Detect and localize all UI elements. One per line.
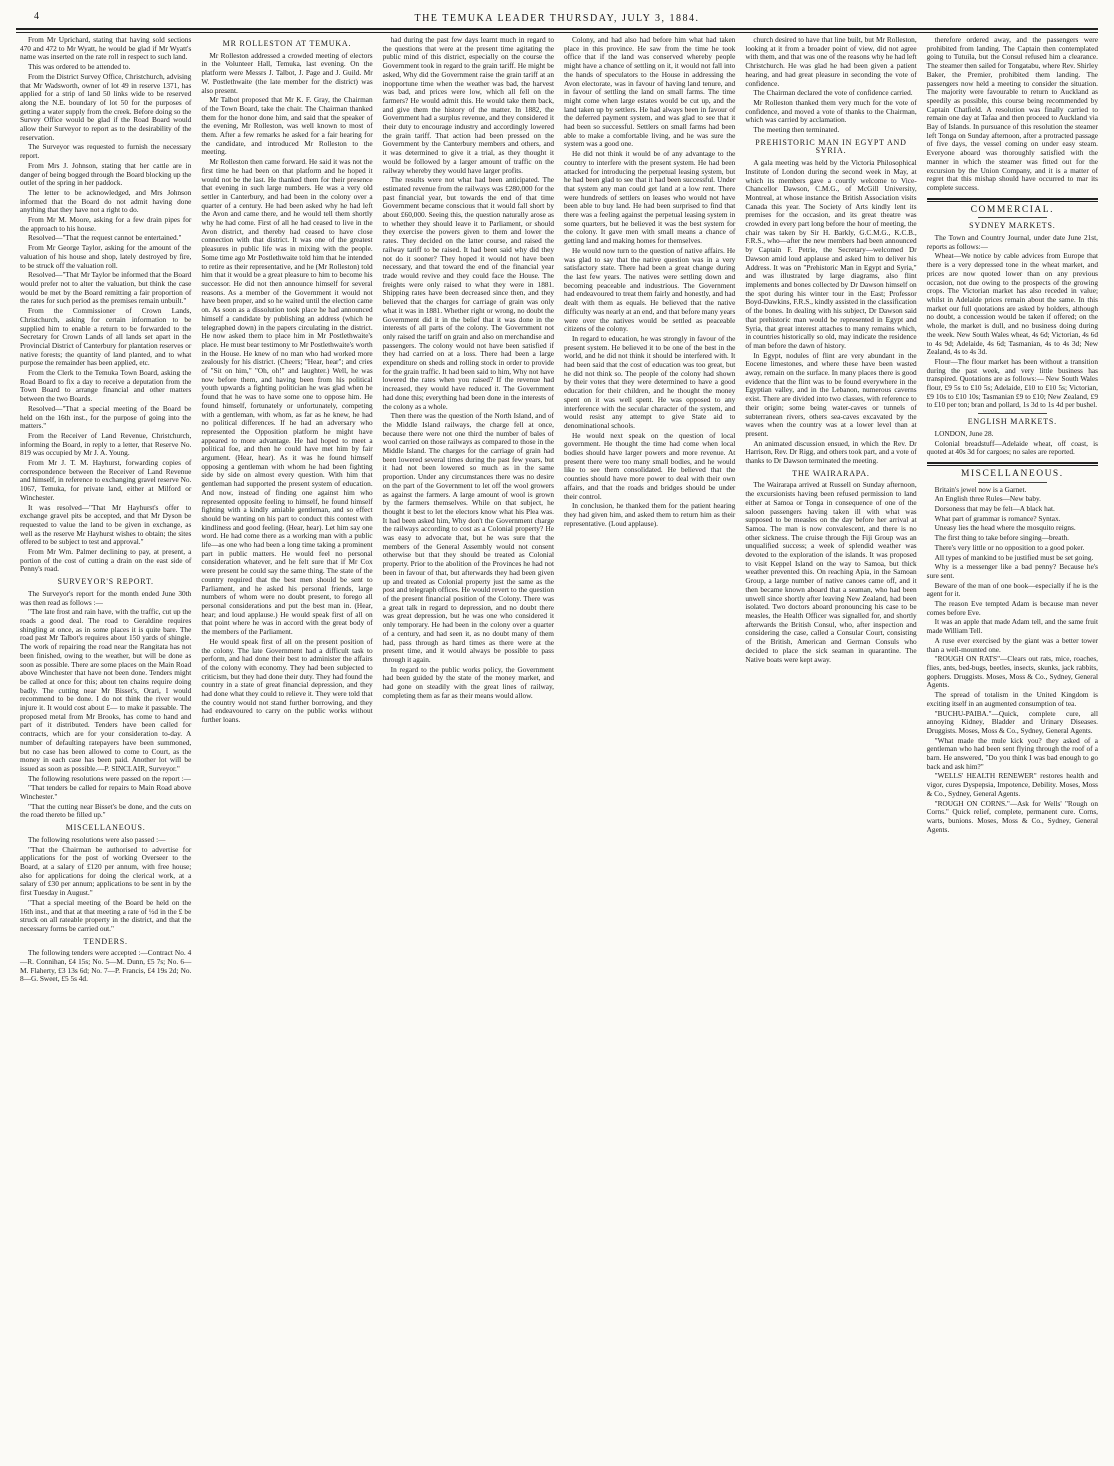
article-paragraph: The meeting then terminated. [753, 125, 840, 135]
article-paragraph: The Surveyor's report for the month ended June 30th was then read as follows :— [20, 588, 192, 607]
article-paragraph: An animated discussion ensued, in which the Rev. Dr Harrison, Rev. Dr Rigg, and others took part, and a vote of thanks to Dr Dawson terminated the meeting. [745, 438, 917, 466]
article-paragraph: Flour—The flour market has been without a transition during the past week, and very little business has transpired. Quotations are as follows:— New South Wales flour, £9 5s to £10 5s; Adelaide, £10 to £10 5s; Victorian, £9 10s to £10 10s; Tasmanian £9 to £10; New Zealand, £9 to £10 per ton; bran and pollard, 1s 3d to 1s 4d per bushel. [926, 356, 1098, 410]
article-paragraph: The Town and Country Journal, under date June 21st, reports as follows:— [926, 233, 1098, 251]
article-paragraph: He would next speak on the question of local government. He thought the time had come when local bodies should have larger powers and more revenue. At present there were too many small bodies, and he would like to see them consolidated. He believed that the counties should have more power to deal with their own affairs, and that the roads and bridges should be under their control. [563, 430, 736, 501]
article-paragraph: The spread of totalism in the United Kingdom is exciting itself in an augmented consumption of tea. [926, 690, 1098, 708]
section-heading: COMMERCIAL. [970, 204, 1054, 215]
article-paragraph: In conclusion, he thanked them for the patient hearing they had given him, and asked them to return him as their representative. (Loud applause). [563, 501, 736, 528]
article-paragraph: church desired to have that line built, but Mr Rolleston, looking at it from a broader point of view, did not agree with them, and that was one of the reasons why he had left Christchurch. He was glad he had been given a patient hearing, and had great pleasure in seconding the vote of confidence. [745, 36, 917, 88]
article-paragraph: Mr Rolleston thanked them very much for the vote of confidence, and moved a vote of thanks to the Chairman, which was carried by acclamation. [745, 97, 917, 125]
section-divider [978, 217, 1047, 218]
article-paragraph: LONDON, June 28. [934, 428, 994, 438]
article-paragraph: There's very little or no opposition to a good poker. [934, 542, 1085, 552]
article-paragraph: had during the past few days learnt much in regard to the questions that were at the present time agitating the public mind of this district, especially on the course the Government took in regard to the grain tariff. He might be asked, Why did the Government raise the grain tariff at an inopportune time when the weather was bad, the harvest was bad, and prices were low, which all fell on the farmers? He would admit this. He would take them back, and give them the history of the matter. In 1882, the Government had a surplus revenue, and they considered it their duty to encourage industry and accordingly lowered the grain tariff. That action had been pressed on the Government by the Canterbury members and others, and it was determined to give it a trial, as they thought it would be followed by a larger amount of traffic on the railway whereby they would have larger profits. [382, 36, 554, 175]
article-columns [18, 36, 1100, 1460]
article-paragraph: In regard to education, he was strongly in favour of the present system. He believed it to be one of the best in the world, and he did not think it should be interfered with. It had been said that the cost of education was too great, but he did not think so. The people of the colony had shown by their votes that they were determined to have a good education for their children, and he thought the money spent on it was well spent. He was opposed to any interference with the secular character of the system, and would resist any attempt to give State aid to denominational schools. [563, 333, 736, 430]
article-paragraph: The Chairman declared the vote of confidence carried. [753, 88, 913, 98]
column-1 [18, 36, 193, 1460]
article-paragraph: All types of mankind to be justified must be set going. [934, 552, 1094, 562]
article-paragraph: A ruse ever exercised by the giant was a better tower than a well-mounted one. [926, 635, 1098, 654]
article-paragraph: "The late frost and rain have, with the traffic, cut up the roads a good deal. The road to Geraldine requires shingling at once, as in some places it is quite bare. The road past Mr Talbot's requires about 150 yards of shingle. The work of repairing the road near the Rangitata has not been finished, owing to the weather, but will be done as soon as possible. There are some places on the Main Road above Winchester that have not been done. Tenders might be called at once for this; about ten chains require doing badly. The cutting near Mr Bisset's, Orari, I would recommend to be done. I do not think the river would injure it. It would cost about £— to make it passable. The proposed metal from Mr Brooks, has come to hand and part of it distributed. Tenders have been called for contracts, which are for your consideration to-day. A number of defaulting ratepayers have been summoned, but no case has been allowed to come to Court, as the money in each case has been paid. Another lot will be issued as soon as possible.—P. SINCLAIR, Surveyor." [20, 607, 192, 773]
article-paragraph: Resolved—"That the request cannot be entertained." [28, 233, 182, 243]
article-paragraph: He did not think it would be of any advantage to the country to interfere with the present system. He had been attacked for introducing the perpetual leasing system, but he had been glad to see that it had been successful. Under that system any man could get land at a low rent. There were hundreds of settlers on leases who would not have been able to buy land. He had been surprised to find that there was a feeling against the perpetual leasing system in some quarters, but he believed it was the best system for the colony. It gave men with small means a chance of getting land and making homes for themselves. [563, 149, 736, 246]
article-paragraph: A gala meeting was held by the Victoria Philosophical Institute of London during the second week in May, at which its members gave a courtly welcome to Vice-Chancellor Dawson, C.M.G., of McGill University, Montreal, at whose instance the British Association visits Canada this year. The Society of Arts kindly lent its premises for the occasion, and its great theatre was crowded in every part long before the hour of meeting, the chair was taken by Sir H. Barkly, G.C.M.G., K.C.B., F.R.S., who—after the new members had been announced by Captain F. Petrie, the Secretary—welcomed Dr Dawson amid loud applause and asked him to deliver his Address. It was on "Prehistoric Man in Egypt and Syria," and was illustrated by large diagrams, also flint implements and bones collected by Dr Dawson himself on the spot during his winter tour in the East; Professor Boyd-Dawkins, F.R.S., kindly assisted in the classification of the bones. In dealing with his subject, Dr Dawson said that prehistoric man would be represented in Egypt and Syria, that great interest attaches to many remains which, in countries historically so old, may indicate the residence of man before the dawn of history. [745, 158, 917, 350]
article-paragraph: "That the cutting near Bisset's be done, and the cuts on the road thereto be filled up." [20, 801, 192, 820]
article-paragraph: It was resolved—"That Mr Hayhurst's offer to exchange gravel pits be accepted, and that Mr Dyson be requested to value the land to be given in exchange, as well as the reserve Mr Hayhurst wishes to obtain; the sites offered to be subject to test and approval." [20, 502, 192, 547]
double-rule-thin [927, 201, 1098, 202]
section-divider [978, 482, 1047, 483]
article-paragraph: Mr Rolleston addressed a crowded meeting of electors in the Volunteer Hall, Temuka, last evening. On the platform were Messrs J. Talbot, J. Page and J. Guild. Mr W. Postlethwaite (the late member for the district) was also present. [201, 50, 373, 95]
article-paragraph: Dorsoness that may be felt—A black hat. [934, 504, 1055, 514]
section-heading: MISCELLANEOUS. [65, 823, 146, 833]
article-paragraph: "ROUGH ON RATS"—Clears out rats, mice, roaches, flies, ants, bed-bugs, beetles, insects, skunks, jack rabbits, gophers. Druggists. Moses, Moss & Co., Sydney, General Agents. [926, 654, 1098, 690]
article-paragraph: The Wairarapa arrived at Russell on Sunday afternoon, the excursionists having been refused permission to land either at Samoa or Tonga in consequence of one of the saloon passengers having taken ill with what was supposed to be measles on the day before her arrival at Samoa. The man is now convalescent, and there is no other sickness. The cruise through the Fiji Group was an unqualified success; a week of splendid weather was devoted to the exploration of the islands. It was proposed to visit Keppel Island on the way to Samoa, but thick weather prevented this. On reaching Apia, in the Samoan Group, a large number of native canoes came off, and it then became known aboard that a seaman, who had been unwell since shortly after leaving New Zealand, had been isolated. Two doctors aboard pronouncing his case to be measles, the Health Officer was signalled for, and shortly afterwards the British Consul, who, after inspection and considering the case, called a Consular Court, consisting of the British, American and German Consuls who decided to place the sick seaman in quarantine. The Native boats were kept away. [745, 480, 917, 664]
section-heading: PREHISTORIC MAN IN EGYPT AND SYRIA. [755, 137, 907, 156]
article-paragraph: Why is a messenger like a bad penny? Because he's sure sent. [926, 562, 1098, 580]
article-paragraph: Mr Talbot proposed that Mr K. F. Gray, the Chairman of the Town Board, take the chair. The Chairman thanked them for the honor done him, and said that the speaker of the evening, Mr Rolleston, was well known to most of them. After a few remarks he asked for a fair hearing for the candidate, and introduced Mr Rolleston to the meeting. [201, 95, 373, 157]
article-paragraph: In regard to the public works policy, the Government had been guided by the state of the money market, and had gone on steadily with the great lines of railway, completing them as far as their means would allow. [382, 664, 554, 700]
article-paragraph: Mr Rolleston then came forward. He said it was not the first time he had been on that platform and he hoped it would not be the last. He thanked them for their presence that evening in such large numbers. He was a very old settler in Canterbury, and had been in the colony over a quarter of a century. He had been asked why he had left the Avon and came there, and he would tell them shortly why he had come. First of all he had ceased to live in the Avon district, and thereby had ceased to have close connection with that district. It was one of the greatest pleasures in public life was in mixing with the people. Some time ago Mr Postlethwaite told him that he intended to retire as their representative, and he (Mr Rolleston) told him that it would be a great pleasure to him to become his successor. He did not then announce himself for several reasons. As a member of the Government it would not have been proper, and so he waited until the election came on. As soon as a dissolution took place he had announced himself a candidate by publishing an address (which he telegraphed down) in the papers circulating in the district. He now asked them to place him in Mr Postlethwaite's place. He must bear testimony to Mr Postlethwaite's worth in the House. He knew of no man who had worked more zealously for his district. (Cheers; "Hear, hear"; and cries of "Sit on him," "Oh, oh!" and laughter.) Well, he was now before them, and having been from his political youth upwards a fighting politician he was glad when he found that he was to have some one to oppose him. He found himself, fortunately or unfortunately, competing with a gentleman, with whom, as far as he knew, he had no political differences. If he had an adversary who represented the Opposition platform he might have appeared to more advantage. He had hoped to meet a political foe, and then he could have met him by fair argument. (Hear, hear). As it was he found himself opposing a gentleman with whom he had been fighting side by side on almost every question. With him that gentleman had supported the present system of education. And now, instead of finding one against him who represented opposite feeling to himself, he found himself fighting with a kindly amiable gentleman, and so effect should be wanting on his part to conduct this contest with kindliness and good feeling. (Hear, hear). Let him say one word. He had come there as a working man with a public life—as one who had been a long time taking a prominent part in public matters. He would feel no personal consideration whatever, and he felt sure that if Mr Cox were present he could say the same thing. The state of the country required that the best men should be sent to Parliament, and he asked his personal friends, large numbers of whom were no doubt present, to forego all personal considerations and put the best man in. (Hear, hear; and loud applause.) He would speak first of all on that point where he was in accord with the great body of the members of the Parliament. [201, 157, 373, 637]
double-rule [927, 462, 1098, 464]
section-heading: TENDERS. [83, 936, 128, 946]
column-6 [925, 36, 1100, 1460]
article-paragraph: He would speak first of all on the present position of the colony. The late Government had a difficult task to perform, and had done their best to administer the affairs of the colony with economy. They had been subjected to criticism, but they had done their duty. They had found the country in a state of great financial depression, and they had done what they could to relieve it. They were told that the country would not stand further borrowing, and they had endeavoured to carry on the public works without further loans. [201, 636, 373, 725]
column-2 [199, 36, 374, 1460]
section-heading: MISCELLANEOUS. [961, 468, 1064, 479]
article-paragraph: The following resolutions were also passed :— [28, 834, 166, 844]
article-paragraph: "That the Chairman be authorised to advertise for applications for the post of working Overseer to the Board, at a salary of £120 per annum, with free house; also for applications for doing the clerical work, at a salary of £30 per annum; applications to be sent in by the first Tuesday in August." [20, 844, 192, 898]
masthead [16, 6, 1098, 30]
section-heading: SURVEYOR'S REPORT. [57, 577, 154, 587]
section-heading: MR ROLLESTON AT TEMUKA. [222, 39, 352, 48]
article-paragraph: The results were not what had been anticipated. The estimated revenue from the railways was £280,000 for the past financial year, but towards the end of that time Government became conscious that it would fall short by about £60,000. Seeing this, the question naturally arose as to whether they should leave it to Parliament, or should they exercise the powers given to them and lower the rates. They decided on the latter course, and raised the railway tariff to be raised. It had been said why did they not do it sooner? They hoped it would not have been necessary, and that toward the end of the financial year trade would revive and they could face the House. The freights were only raised to what they were in 1881. Shipping rates have been decreased since then, and they believed that the charges for carriage of grain was only what it was in 1881. Whether right or wrong, no doubt the Government did it in the belief that it was done in the interests of all parts of the colony. The Government not only raised the tariff on grain and also on merchandise and passengers. The colony would not have been satisfied if they had carried on at a loss. There had been a large expenditure on sheds and rolling stock in order to provide for the grain traffic. It had been said to him, Why not have lowered the rates when you raised? If the revenue had increased, they would have reduced it. The Government had done this; everything had been done in the interests of the colony as a whole. [382, 175, 554, 411]
section-heading: SYDNEY MARKETS. [969, 221, 1056, 231]
article-paragraph: From Mrs J. Johnson, stating that her cattle are in danger of being bogged through the Board blocking up the outlet of the spring in her paddock. [20, 160, 192, 188]
article-paragraph: What part of grammar is romance? Syntax. [934, 513, 1061, 523]
article-paragraph: From Mr Uprichard, stating that having sold sections 470 and 472 to Mr Wyatt, he would be glad if Mr Wyatt's name was inserted on the rate roll in respect to such land. [20, 36, 192, 62]
article-paragraph: The following tenders were accepted :—Contract No. 4—R. Connihan, £4 15s; No. 5—M. Dunn, £5 7s; No. 6—M. Flaherty, £3 13s 6d; No. 7—P. Francis, £4 19s 2d; No. 8—G. Sweet, £5 5s 4d. [20, 948, 192, 984]
page-number-left: 4 [34, 11, 41, 22]
article-paragraph: From Mr Wm. Palmer declining to pay, at present, a portion of the cost of cutting a drain on the east side of Penny's road. [20, 547, 192, 574]
article-paragraph: Beware of the man of one book—especially if he is the agent for it. [926, 580, 1098, 599]
article-paragraph: The letter to be acknowledged, and Mrs Johnson informed that the Board do not admit having done anything that they have not a right to do. [20, 187, 192, 215]
article-paragraph: Wheat—We notice by cable advices from Europe that there is a very depressed tone in the wheat market, and prices are now quoted lower than on any previous occasion, not due owing to the prospects of the growing crops. The Victorian market has also receded in value; whilst in Adelaide prices remain about the same. In this market our full quotations are asked by holders, although no doubt, a concession would be taken if offered; on the whole, the market is dull, and no business doing during the week. New South Wales wheat, 4s 6d; Victorian, 4s 6d to 4s 9d; Adelaide, 4s 6d; Tasmanian, 4s to 4s 3d; New Zealand, 4s to 4s 3d. [926, 251, 1098, 357]
double-rule-thin [927, 465, 1098, 466]
article-paragraph: therefore ordered away, and the passengers were prohibited from landing. The Captain then contemplated going to Tutuila, but the Consul refused him a clearance. The steamer then sailed for Tongatabu, where Rev. Shirley Baker, the Premier, prohibited them landing. The passengers now held a meeting to consider the situation. The majority were favourable to return to Auckland as speedily as possible, this course being recommended by Captain Chatfield. A resolution was finally carried to remain one day at Tafaa and then proceed to Auckland via Bay of Islands. In pursuance of this resolution the steamer left Tonga on Sunday afternoon, after a protracted passage of five days, the vessel coming on under easy steam. Everyone aboard was thoroughly satisfied with the manner in which the steamer was fitted out for the excursion by the Union Company, and it is a matter of regret that this mishap should have occurred to mar its complete success. [926, 36, 1098, 192]
article-paragraph: Uneasy lies the head where the mosquito reigns. [934, 523, 1076, 533]
article-paragraph: This was ordered to be attended to. [28, 62, 131, 72]
article-paragraph: From Mr M. Moore, asking for a few drain pipes for the approach to his house. [20, 215, 192, 233]
article-paragraph: "That a special meeting of the Board be held on the 16th inst., and that at that meeting a rate of ½d in the £ be struck on all rateable property in the district, and that the necessary forms be carried out." [20, 897, 192, 933]
article-paragraph: From Mr George Taylor, asking for the amount of the valuation of his house and shop, lately destroyed by fire, to be struck off the valuation roll. [20, 243, 192, 270]
article-paragraph: The reason Eve tempted Adam is because man never comes before Eve. [926, 599, 1098, 617]
article-paragraph: Resolved—"That a special meeting of the Board be held on the 16th inst., for the purpose of going into the matters." [20, 403, 192, 431]
article-paragraph: The first thing to take before singing—breath. [934, 533, 1070, 543]
masthead-title: THE TEMUKA LEADER THURSDAY, JULY 3, 1884. [414, 12, 700, 24]
article-paragraph: Colonial breadstuff—Adelaide wheat, off coast, is quoted at 40s 3d for cargoes; no sales are reported. [926, 438, 1098, 457]
article-paragraph: "What made the mule kick you? they asked of a gentleman who had been sent flying through the roof of a barn. He answered, "Do you think I was bad enough to go back and ask him?" [926, 735, 1098, 771]
article-paragraph: "That tenders be called for repairs to Main Road above Winchester." [20, 783, 192, 802]
column-4 [562, 36, 737, 1460]
column-3 [381, 36, 556, 1460]
column-5 [743, 36, 918, 1460]
article-paragraph: Resolved—"That Mr Taylor be informed that the Board would prefer not to alter the valuation, but think the case would be met by the Board remitting a fair proportion of the rates for such period as the premises remain unbuilt." [20, 270, 192, 306]
article-paragraph: The Surveyor was requested to furnish the necessary report. [20, 142, 192, 161]
article-paragraph: Then there was the question of the North Island, and of the Middle Island railways, the charge fell at once, because there were not one third the number of bales of wool carried on those railways as compared to those in the Middle Island. The charges for the carriage of grain had been lowered several times during the past few years, but it had not been lowered so much as in the same proportion. Under any circumstances there was no desire on the part of the Government to let off the wool growers as against the farmers. A large amount of wool is grown by the farmers themselves. While on that subject, he thought it best to let the electors know what his Plea was. It had been asked him, Why don't the Government charge the railways according to cost as a Colonial property? He was easy to advocate that, but he was sure that the members of the General Assembly would not consent otherwise but that they should be treated as Colonial property. Prior to the abolition of the Provinces he had not been in favour of that, but afterwards they had been given up and treated as Colonial property just the same as the post and telegraph offices. He would revert to the question of the present financial position of the Colony. There was a great talk in regard to depression, and no doubt there was great depression, but he was one who considered it only temporary. He had been in the colony over a quarter of a century, and had seen it, as no doubt many of them had, pass through as hard times as there were at the present time, and it would always be possible to pass through it again. [382, 411, 554, 664]
double-rule [927, 198, 1098, 200]
article-paragraph: The following resolutions were passed on the report :— [28, 773, 191, 783]
section-divider [978, 413, 1047, 414]
article-paragraph: He would now turn to the question of native affairs. He was glad to say that the native question was in a very satisfactory state. There had been a great change during the last few years. The natives were settling down and becoming peaceable and industrious. The Government had endeavoured to treat them fairly and honestly, and had dealt with them as equals. He believed that the native difficulty was nearly at an end, and that before many years were over the natives would be settled as peaceable citizens of the colony. [563, 245, 736, 334]
article-paragraph: From the District Survey Office, Christchurch, advising that Mr Wadsworth, owner of lot 49 in reserve 1371, has applied for a strip of land 50 links wide to be reserved along the N.E. boundary of lot 50 for the purposes of getting a water supply from the creek. Before doing so the Survey Office would be glad if the Road Board would allow their Surveyor to report as to the desirability of the reservation. [20, 71, 192, 142]
article-paragraph: In Egypt, nodules of flint are very abundant in the Eocene limestones, and where these have been wasted away, remain on the surface. In many places there is good evidence that the flint was to be found everywhere in the Egyptian valley, and in the Lebanon, numerous caverns exist. There are divided into two classes, with reference to their origin; some being water-caves or tunnels of subterranean rivers, others sea-caves excavated by the waves when the country was at a lower level than at present. [745, 350, 917, 438]
article-paragraph: "ROUGH ON CORNS."—Ask for Wells' "Rough on Corns." Quick relief, complete, permanent cure. Corns, warts, bunions. Moses, Moss & Co., Sydney, General Agents. [926, 798, 1098, 834]
article-paragraph: From the Clerk to the Temuka Town Board, asking the Road Board to fix a day to receive a deputation from the Town Board to arrange financial and other matters between the two Boards. [20, 368, 192, 404]
article-paragraph: Britain's jewel now is a Garnet. [934, 484, 1027, 494]
masthead-rule [16, 28, 1098, 30]
article-paragraph: "BUCHU-PAIBA."—Quick, complete cure, all annoying Kidney, Bladder and Urinary Diseases. Druggists. Moses, Moss & Co., Sydney, General Agents. [926, 708, 1098, 735]
masthead-rule-thin [16, 32, 1098, 33]
section-heading: THE WAIRARAPA. [792, 468, 870, 478]
article-paragraph: An English three Rules—New baby. [934, 494, 1041, 504]
article-paragraph: From the Receiver of Land Revenue, Christchurch, informing the Board, in reply to a letter, that Reserve No. 819 was occupied by Mr J. A. Young. [20, 430, 192, 458]
article-paragraph: Colony, and had also had before him what had taken place in this province. He saw from the time he took office that if the land was conserved whereby people might have a chance of settling on it, it would not fall into the hands of speculators to the House in addressing the Avon electorate, was in favour of having land tenure, and in favour of settling the land on small farms. The time might come when large estates would be cut up, and the land taken up by settlers. He had always been in favour of the deferred payment system, and was glad to see that it had been so successful. Settlers on small farms had been able to make a comfortable living, and he was sure the system was a good one. [563, 36, 736, 149]
article-paragraph: "WELLS' HEALTH RENEWER" restores health and vigor, cures Dyspepsia, Impotence, Debility. Moses, Moss & Co., Sydney, General Agents. [926, 771, 1098, 798]
article-paragraph: From Mr J. T. M. Hayhurst, forwarding copies of correspondence between the Receiver of Land Revenue and himself, in reference to exchanging gravel reserve No. 1067, Temuka, for private land, either at Milford or Winchester. [20, 458, 192, 502]
section-heading: ENGLISH MARKETS. [967, 417, 1057, 427]
article-paragraph: From the Commissioner of Crown Lands, Christchurch, asking for certain information to be supplied him to enable a return to be forwarded to the Secretary for Crown Lands of all lands set apart in the Provincial District of Canterbury for plantation reserves or native forests; the quantity of land planted, and to what purpose the remainder has been applied, etc. [20, 306, 192, 368]
article-paragraph: It was an apple that made Adam tell, and the same fruit made William Tell. [926, 617, 1098, 636]
